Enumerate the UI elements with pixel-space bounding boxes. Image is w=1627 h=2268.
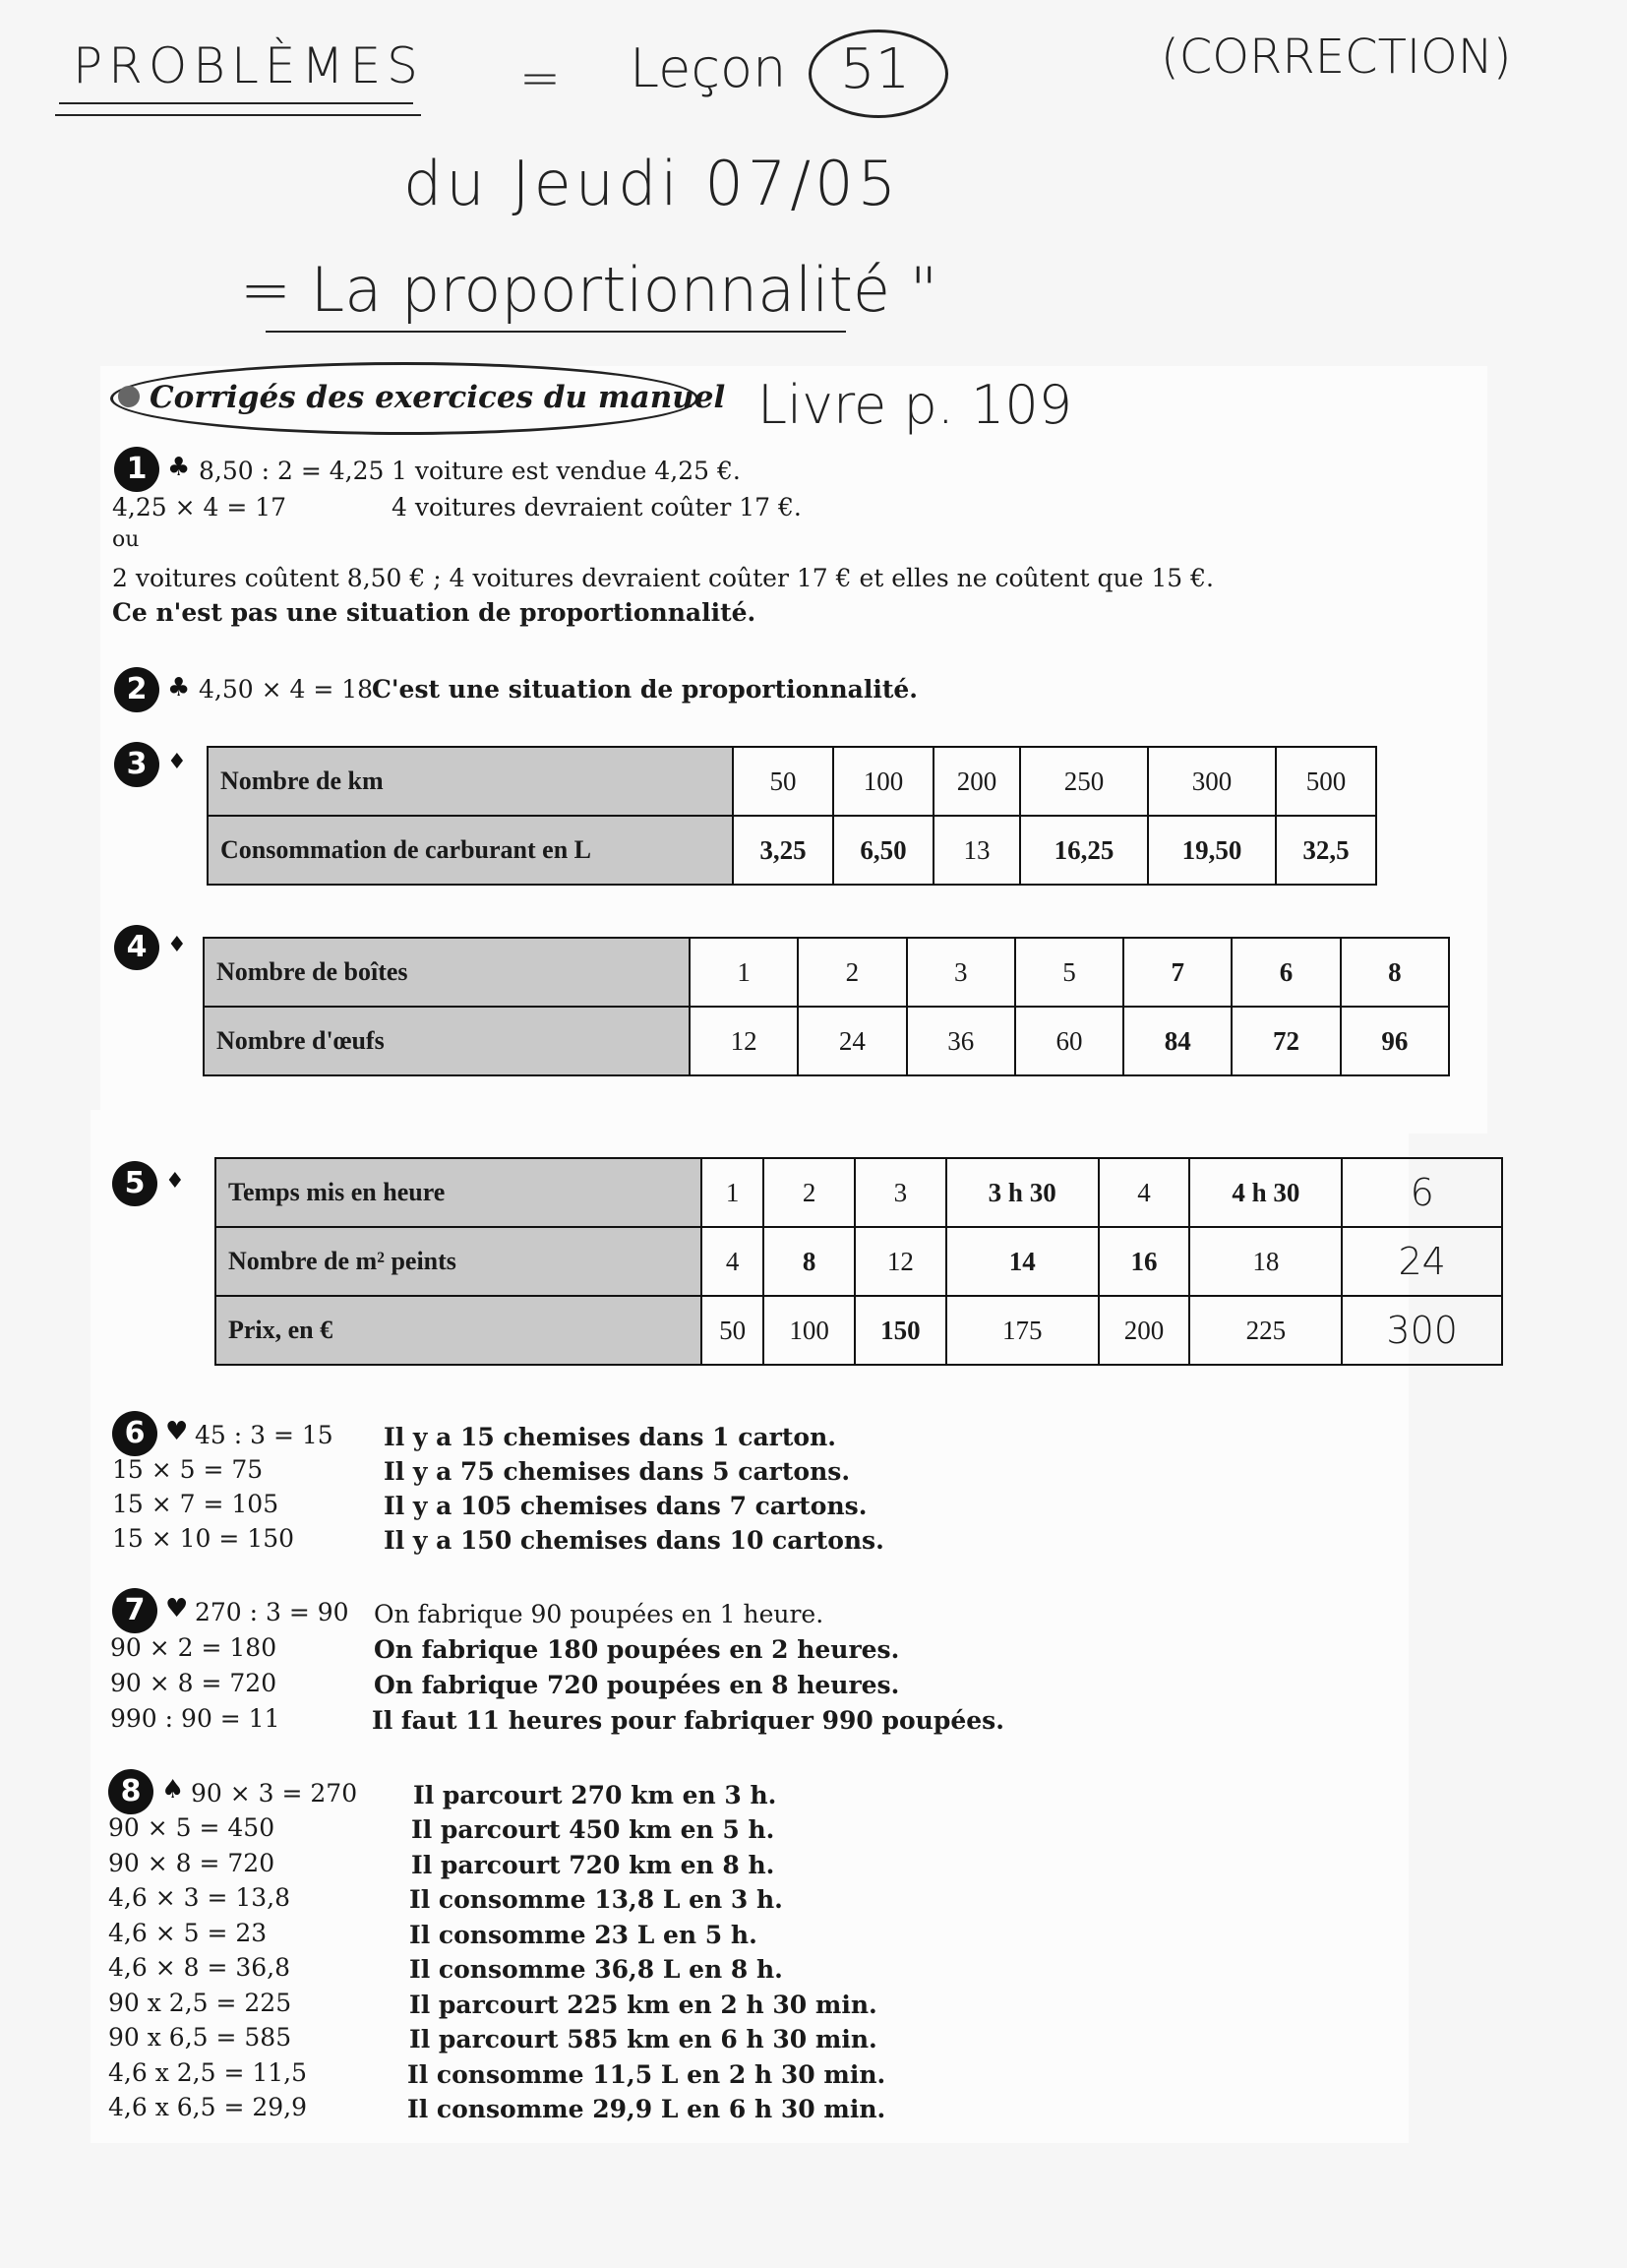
ex1-line-2b: 4 voitures devraient coûter 17 €. [392,493,802,521]
table-cell: 24 [798,1007,906,1075]
ex1-line-or: ou [112,527,140,552]
ex2-calc: 4,50 × 4 = 18 [199,675,374,704]
row-label: Nombre de m² peints [215,1227,701,1296]
ex8-calc: 90 x 6,5 = 585 [108,2023,292,2052]
ex1-line-1a: 8,50 : 2 = 4,25 [199,457,385,485]
table-row [215,1158,1502,1227]
ex8-answer: Il parcourt 450 km en 5 h. [411,1815,775,1844]
ex8-calc: 90 × 8 = 720 [108,1849,275,1877]
heart-icon: ♥ [165,1417,189,1446]
ex2-answer: C'est une situation de proportionnalité. [372,675,919,704]
header-correction: (CORRECTION) [1161,30,1512,85]
ex8-answer: Il consomme 23 L en 5 h. [409,1921,757,1949]
ex8-answer: Il parcourt 225 km en 2 h 30 min. [409,1991,877,2019]
table-cell: 200 [1099,1296,1190,1365]
table-cell: 4 [1099,1158,1190,1227]
table-row [215,1296,1502,1365]
row-label: Nombre de boîtes [204,938,690,1007]
exercise-5-number: 5 [112,1161,157,1206]
table-cell: 16,25 [1020,816,1148,885]
table-row [208,747,1376,816]
table-cell: 100 [833,747,934,816]
table-row [208,816,1376,885]
ex5-table [214,1157,1503,1366]
table-cell: 12 [690,1007,798,1075]
header-title: PROBLÈMES [73,37,424,94]
table-cell: 50 [733,747,833,816]
section-bullet [118,386,140,407]
ex8-answer: Il consomme 29,9 L en 6 h 30 min. [407,2095,886,2123]
ex7-calc: 90 × 8 = 720 [110,1669,277,1697]
table-cell: 1 [701,1158,763,1227]
ex6-answer: Il y a 75 chemises dans 5 cartons. [384,1457,851,1486]
ex1-conclusion: Ce n'est pas une situation de proportionnalité. [112,598,756,627]
ex8-answer: Il consomme 36,8 L en 8 h. [409,1955,783,1984]
ex1-line-2a: 4,25 × 4 = 17 [112,493,287,521]
table-cell: 2 [763,1158,855,1227]
ex8-calc: 4,6 × 8 = 36,8 [108,1953,291,1982]
table-cell: 84 [1123,1007,1232,1075]
table-cell: 200 [934,747,1020,816]
ex6-calc: 15 × 5 = 75 [112,1455,264,1484]
ex8-calc: 4,6 x 2,5 = 11,5 [108,2058,308,2087]
ex7-calc: 990 : 90 = 11 [110,1704,280,1733]
row-label: Consommation de carburant en L [208,816,733,885]
table-cell: 3 [855,1158,946,1227]
ex8-calc: 90 × 5 = 450 [108,1813,275,1842]
header-subtitle: = La proportionnalité " [240,254,938,326]
ex6-calc: 15 × 10 = 150 [112,1524,295,1553]
table-cell: 300 [1148,747,1276,816]
ex7-answer: On fabrique 720 poupées en 8 heures. [374,1671,900,1699]
header-date: du Jeudi 07/05 [403,148,901,219]
table-cell: 32,5 [1276,816,1376,885]
exercise-1-number: 1 [114,447,159,492]
table-cell: 175 [946,1296,1099,1365]
table-cell: 3,25 [733,816,833,885]
header-subtitle-underline [266,331,846,333]
table-cell: 4 h 30 [1189,1158,1342,1227]
heart-icon: ♥ [165,1594,189,1624]
ex8-answer: Il parcourt 585 km en 6 h 30 min. [409,2025,877,2053]
handwritten-cell: 24 [1342,1227,1502,1296]
club-icon: ♣ [167,453,191,482]
row-label: Nombre d'œufs [204,1007,690,1075]
table-cell: 72 [1232,1007,1340,1075]
ex7-answer: On fabrique 90 poupées en 1 heure. [374,1600,824,1628]
ex8-calc: 90 × 3 = 270 [191,1779,358,1808]
table-cell: 225 [1189,1296,1342,1365]
table-cell: 12 [855,1227,946,1296]
table-cell: 16 [1099,1227,1190,1296]
ex1-line-3: 2 voitures coûtent 8,50 € ; 4 voitures devraient coûter 17 € et elles ne coûtent que 15 €. [112,564,1215,592]
exercise-3-number: 3 [114,742,159,787]
table-cell: 4 [701,1227,763,1296]
header-title-underline-2 [55,114,421,116]
section-title: Corrigés des exercices du manuel [150,380,726,415]
ex8-calc: 4,6 × 3 = 13,8 [108,1883,291,1912]
header-equals: = [519,49,561,106]
exercise-8-number: 8 [108,1769,153,1814]
table-cell: 3 [907,938,1015,1007]
book-reference: Livre p. 109 [757,374,1073,436]
ex7-answer: Il faut 11 heures pour fabriquer 990 poupées. [372,1706,1004,1735]
table-row [204,1007,1449,1075]
table-cell: 250 [1020,747,1148,816]
exercise-2-number: 2 [114,667,159,712]
spade-icon: ♠ [161,1775,185,1805]
table-cell: 6 [1232,938,1340,1007]
diamond-icon: ♦ [167,933,187,957]
ex7-calc: 90 × 2 = 180 [110,1633,277,1662]
table-cell: 13 [934,816,1020,885]
ex6-answer: Il y a 105 chemises dans 7 cartons. [384,1492,868,1520]
ex6-answer: Il y a 15 chemises dans 1 carton. [384,1423,836,1451]
row-label: Prix, en € [215,1296,701,1365]
handwritten-cell: 6 [1342,1158,1502,1227]
ex8-calc: 90 x 2,5 = 225 [108,1989,292,2017]
table-cell: 18 [1189,1227,1342,1296]
exercise-4-number: 4 [114,925,159,970]
ex6-calc: 45 : 3 = 15 [195,1421,333,1449]
ex8-calc: 4,6 x 6,5 = 29,9 [108,2093,308,2121]
table-cell: 14 [946,1227,1099,1296]
table-row [215,1227,1502,1296]
table-cell: 150 [855,1296,946,1365]
ex1-line-1b: 1 voiture est vendue 4,25 €. [392,457,741,485]
ex6-answer: Il y a 150 chemises dans 10 cartons. [384,1526,884,1555]
table-cell: 100 [763,1296,855,1365]
handwritten-cell: 300 [1342,1296,1502,1365]
club-icon: ♣ [167,673,191,703]
table-cell: 8 [763,1227,855,1296]
row-label: Nombre de km [208,747,733,816]
lesson-number: 51 [840,37,911,101]
diamond-icon: ♦ [167,750,187,774]
table-cell: 96 [1341,1007,1449,1075]
diamond-icon: ♦ [165,1169,185,1194]
table-cell: 60 [1015,1007,1123,1075]
table-cell: 19,50 [1148,816,1276,885]
table-cell: 3 h 30 [946,1158,1099,1227]
table-cell: 36 [907,1007,1015,1075]
ex6-calc: 15 × 7 = 105 [112,1490,279,1518]
table-cell: 7 [1123,938,1232,1007]
table-cell: 8 [1341,938,1449,1007]
header-lesson: Leçon [630,37,787,99]
ex4-table [203,937,1450,1076]
ex8-answer: Il parcourt 720 km en 8 h. [411,1851,775,1879]
table-cell: 500 [1276,747,1376,816]
table-cell: 5 [1015,938,1123,1007]
table-row [204,938,1449,1007]
exercise-6-number: 6 [112,1411,157,1456]
table-cell: 2 [798,938,906,1007]
table-cell: 1 [690,938,798,1007]
ex3-table [207,746,1377,886]
row-label: Temps mis en heure [215,1158,701,1227]
header-title-underline-1 [59,102,413,104]
ex8-answer: Il consomme 11,5 L en 2 h 30 min. [407,2060,886,2089]
ex8-calc: 4,6 × 5 = 23 [108,1919,268,1947]
ex7-answer: On fabrique 180 poupées en 2 heures. [374,1635,900,1664]
exercise-7-number: 7 [112,1588,157,1633]
ex8-answer: Il parcourt 270 km en 3 h. [413,1781,777,1809]
ex7-calc: 270 : 3 = 90 [195,1598,349,1626]
ex8-answer: Il consomme 13,8 L en 3 h. [409,1885,783,1914]
table-cell: 6,50 [833,816,934,885]
table-cell: 50 [701,1296,763,1365]
